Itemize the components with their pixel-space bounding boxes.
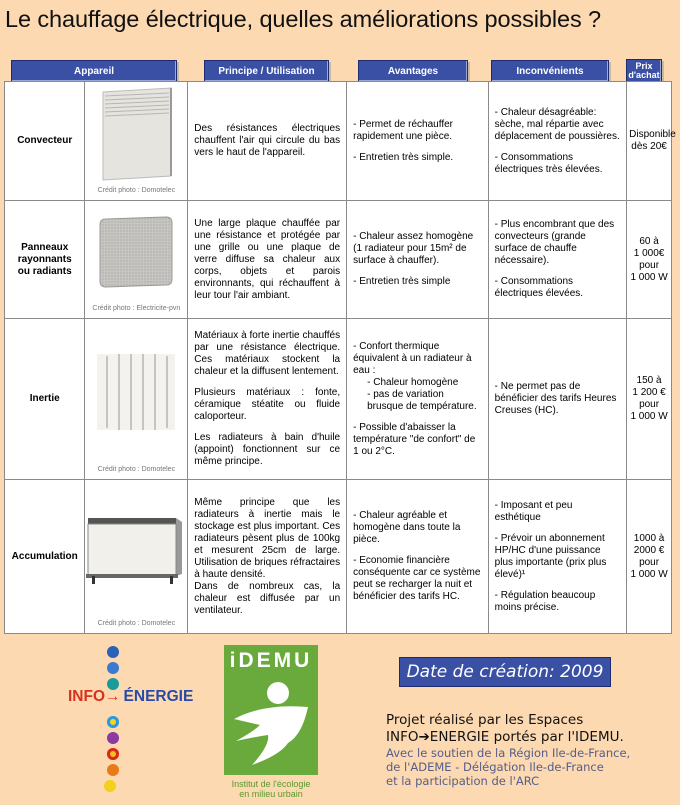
prix-cell [627,82,676,201]
info-energie-wordmark [68,688,193,706]
avantage-item: - Entretien très simple [353,276,451,287]
prix-line: Disponible [629,129,676,140]
avantage-item: - Possible d'abaisser la température "de confort" de 1 ou 2°C. [353,421,476,457]
row-name: Accumulation [5,480,85,634]
table-row [5,201,672,319]
photo-cell [85,480,188,634]
inconvenient-item: - Imposant et peu esthétique [494,499,573,523]
prix-line: 1 000 W [630,568,668,580]
principe-text: Même principe que les radiateurs à inertie mais le stockage est plus important. Ces radiateurs pèsent plus de 100kg et mesurent 25cm de large. Utilisation de briques réfractaires à haute densité. [194,496,341,580]
avantage-item: - Chaleur assez homogène (1 radiateur pour 15m² de surface à chauffer). [353,231,474,266]
project-line: Projet réalisé par les Espaces [386,712,584,728]
car-icon [107,764,119,776]
idemu-logo [224,645,318,800]
inconvenient-item: - Chaleur désagréable: sèche, mal répartie avec déplacement de poussières. [494,106,620,142]
inconvenient-item: - Consommations électriques élevées. [494,276,584,299]
avantage-subitem: - Chaleur homogène [367,376,459,388]
idemu-name: iDEMU [229,649,313,672]
photo-cell [85,319,188,480]
principe-cell [188,201,347,319]
avantage-item: - Chaleur agréable et homogène dans toute la pièce. [353,510,461,545]
table-row [5,319,672,480]
row-name: Convecteur [5,82,85,201]
header-principe: Principe / Utilisation [204,60,329,82]
principe-text: Une large plaque chauffée par une résistance et protégée par une grille ou une plaque de verre diffuse sa chaleur aux corps, objets et parois environnants, qui réchauffent à leur tour l'air ambiant. [194,217,341,301]
inconvenient-item: - Consommations électriques très élevées. [494,151,603,175]
photo-credit: Crédit photo : Electricite-pvn [92,305,181,312]
support-line: et la participation de l'ARC [386,774,540,788]
inconvenient-item: - Plus encombrant que des convecteurs (grande surface de chauffe nécessaire). [494,219,615,266]
flower-icon [107,732,119,744]
idemu-caption [224,779,318,799]
storage-heater-image [86,514,186,586]
inconvenients-cell [488,319,626,480]
idemu-caption-l2: en milieu urbain [239,789,303,799]
avantage-item: - Entretien très simple. [353,151,454,163]
inconvenient-item: - Ne permet pas de bénéficier des tarifs Heures Creuses (HC). [494,381,617,416]
avantages-cell [347,201,489,319]
principe-cell [188,82,347,201]
principe-text: Les radiateurs à bain d'huile (appoint) fonctionnent sur ce même principe. [194,432,341,467]
avantages-cell [347,480,489,634]
wind-icon [107,662,119,674]
table-row [5,82,672,201]
header-prix-l1: Prix [635,61,653,71]
house-icon [107,748,119,760]
header-inconvenients: Inconvénients [491,60,609,82]
principe-text: Matériaux à forte inertie chauffés par une résistance électrique. Ces matériaux stockent la chaleur et la diffusent lentement. [194,330,341,377]
header-appareil: Appareil [11,60,177,82]
avantage-item: - Permet de réchauffer rapidement une pièce. [353,118,453,142]
prix-line: 2000 € [633,544,665,556]
principe-text: Plusieurs matériaux : fonte, céramique stéatite ou fluide caloporteur. [194,387,341,422]
avantages-cell [347,319,489,480]
convector-image [99,86,173,182]
avantage-subitem: - pas de variation brusque de température. [367,388,477,412]
prix-line: 1 200 € [632,387,666,398]
energie-text: ÉNERGIE [123,688,194,705]
table-row [5,480,672,634]
support-line: de l'ADEME - Délégation Ile-de-France [386,760,604,774]
prix-line: 150 à [636,375,662,386]
principe-text: Dans de nombreux cas, la chaleur est diffusée par un ventilateur. [194,580,341,616]
prix-line: 60 à [639,235,659,247]
info-energie-logo [66,644,206,794]
prix-line: 1 000€ [633,247,665,259]
header-avantages: Avantages [358,60,468,82]
prix-cell [627,480,672,634]
inconvenient-item: - Prévoir un abonnement HP/HC d'une puissance plus importante (prix plus élevé)¹ [494,532,607,580]
prix-line: pour [639,259,660,271]
photo-cell [85,201,188,319]
arrow-icon: → [105,688,121,705]
row-name: Panneaux rayonnants ou radiants [5,201,85,319]
principe-cell [188,319,347,480]
principe-text: Des résistances électriques chauffent l'air qui circule du bas vers le haut de l'appareil. [194,123,341,158]
inconvenient-item: - Régulation beaucoup moins précise. [494,589,596,613]
prix-line: dès 20€ [631,141,667,152]
inconvenients-cell [488,82,626,201]
photo-credit: Crédit photo : Domotelec [97,466,176,473]
inconvenients-cell [488,201,626,319]
support-line: Avec le soutien de la Région Ile-de-France, [386,746,631,760]
page-title: Le chauffage électrique, quelles améliorations possibles ? [5,6,602,32]
globe-icon [107,646,119,658]
prix-line: pour [639,399,660,410]
info-text: INFO [68,688,106,705]
prix-cell [627,319,672,480]
prix-cell [627,201,672,319]
idemu-caption-l1: Institut de l'écologie [231,779,311,789]
avantages-cell [347,82,489,201]
header-prix [626,59,662,83]
radiant-panel-image [96,215,176,291]
avantage-item: - Economie financière conséquente car ce système peut se recharger la nuit et bénéficier des tarifs HC. [353,555,481,602]
figure-icon [224,645,318,775]
walker-icon [104,780,116,792]
idemu-badge [224,645,318,775]
header-prix-l2: d'achat [628,70,660,80]
photo-credit: Crédit photo : Domotelec [97,187,176,194]
avantage-item: - Confort thermique équivalent à un radiateur à eau : [353,340,472,376]
prix-line: 1000 à [633,532,665,544]
project-credits [386,712,630,788]
prix-line: 1 000 W [630,411,668,422]
creation-date-badge: Date de création: 2009 [399,657,611,687]
project-line: INFO➔ENERGIE portés par l'IDEMU. [386,729,624,745]
principe-cell [188,480,347,634]
photo-credit: Crédit photo : Domotelec [97,620,176,627]
photo-cell [85,82,188,201]
inertia-radiator-image [95,350,177,434]
row-name: Inertie [5,319,85,480]
comparison-table [4,81,676,634]
inconvenients-cell [488,480,626,634]
prix-line: 1 000 W [630,271,668,283]
sun-icon [107,716,119,728]
prix-line: pour [639,556,660,568]
